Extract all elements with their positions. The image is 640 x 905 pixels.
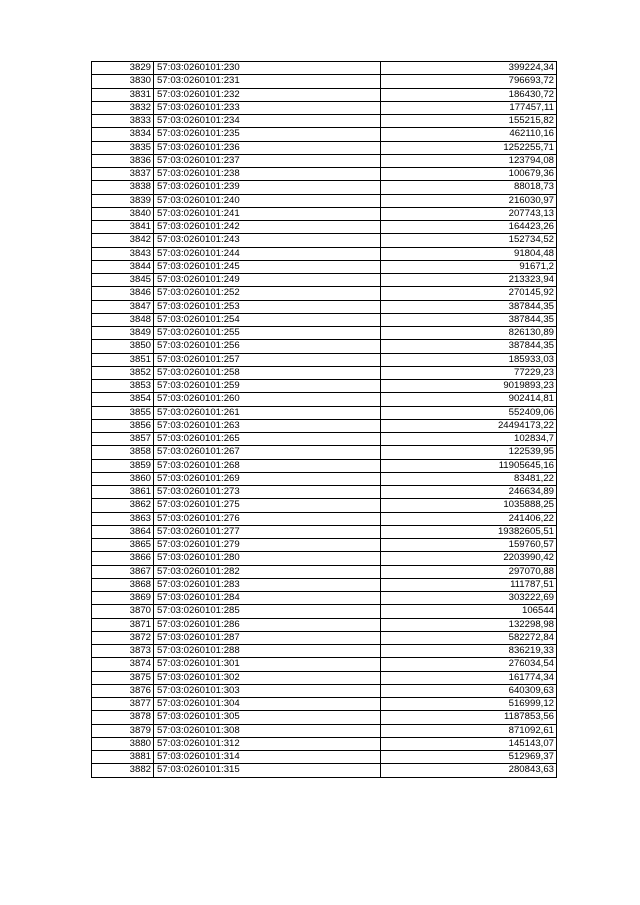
cadastral-number-cell: 57:03:0260101:242 (154, 221, 381, 234)
row-number-cell: 3831 (92, 88, 154, 101)
table-row (92, 486, 557, 499)
cadastral-number-cell: 57:03:0260101:282 (154, 565, 381, 578)
table-row (92, 353, 557, 366)
cadastral-number-cell: 57:03:0260101:240 (154, 194, 381, 207)
table-row (92, 247, 557, 260)
cadastral-value-cell: 216030,97 (381, 194, 557, 207)
table-row (92, 525, 557, 538)
cadastral-value-cell: 1035888,25 (381, 499, 557, 512)
table-row (92, 751, 557, 764)
table-row (92, 274, 557, 287)
table-row (92, 221, 557, 234)
table-row (92, 115, 557, 128)
row-number-cell: 3873 (92, 645, 154, 658)
cadastral-number-cell: 57:03:0260101:303 (154, 684, 381, 697)
table-row (92, 592, 557, 605)
cadastral-value-cell: 100679,36 (381, 168, 557, 181)
cadastral-value-cell: 902414,81 (381, 393, 557, 406)
cadastral-value-cell: 826130,89 (381, 327, 557, 340)
table-row (92, 605, 557, 618)
cadastral-value-cell: 582272,84 (381, 631, 557, 644)
table-row (92, 671, 557, 684)
cadastral-value-cell: 19382605,51 (381, 525, 557, 538)
cadastral-number-cell: 57:03:0260101:255 (154, 327, 381, 340)
table-row (92, 658, 557, 671)
row-number-cell: 3857 (92, 433, 154, 446)
table-row (92, 62, 557, 75)
cadastral-value-cell: 122539,95 (381, 446, 557, 459)
table-row (92, 75, 557, 88)
table-row (92, 154, 557, 167)
row-number-cell: 3877 (92, 698, 154, 711)
cadastral-value-cell: 2203990,42 (381, 552, 557, 565)
table-row (92, 419, 557, 432)
row-number-cell: 3845 (92, 274, 154, 287)
row-number-cell: 3842 (92, 234, 154, 247)
table-row (92, 764, 557, 777)
row-number-cell: 3853 (92, 380, 154, 393)
row-number-cell: 3859 (92, 459, 154, 472)
table-row (92, 260, 557, 273)
cadastral-value-cell: 213323,94 (381, 274, 557, 287)
table-row (92, 698, 557, 711)
row-number-cell: 3881 (92, 751, 154, 764)
cadastral-value-cell: 88018,73 (381, 181, 557, 194)
cadastral-number-cell: 57:03:0260101:261 (154, 406, 381, 419)
table-row (92, 724, 557, 737)
cadastral-value-cell: 132298,98 (381, 618, 557, 631)
cadastral-value-cell: 91804,48 (381, 247, 557, 260)
table-row (92, 141, 557, 154)
row-number-cell: 3846 (92, 287, 154, 300)
cadastral-value-cell: 270145,92 (381, 287, 557, 300)
cadastral-number-cell: 57:03:0260101:312 (154, 737, 381, 750)
row-number-cell: 3829 (92, 62, 154, 75)
table-row (92, 207, 557, 220)
table-row (92, 645, 557, 658)
cadastral-value-cell: 177457,11 (381, 101, 557, 114)
row-number-cell: 3838 (92, 181, 154, 194)
cadastral-value-cell: 241406,22 (381, 512, 557, 525)
cadastral-number-cell: 57:03:0260101:268 (154, 459, 381, 472)
cadastral-value-cell: 123794,08 (381, 154, 557, 167)
row-number-cell: 3874 (92, 658, 154, 671)
cadastral-value-cell: 77229,23 (381, 366, 557, 379)
table-row (92, 88, 557, 101)
cadastral-number-cell: 57:03:0260101:253 (154, 300, 381, 313)
cadastral-number-cell: 57:03:0260101:252 (154, 287, 381, 300)
row-number-cell: 3875 (92, 671, 154, 684)
row-number-cell: 3855 (92, 406, 154, 419)
table-row (92, 631, 557, 644)
cadastral-number-cell: 57:03:0260101:279 (154, 539, 381, 552)
table-row (92, 512, 557, 525)
table-row (92, 380, 557, 393)
row-number-cell: 3866 (92, 552, 154, 565)
table-row (92, 393, 557, 406)
cadastral-number-cell: 57:03:0260101:237 (154, 154, 381, 167)
cadastral-number-cell: 57:03:0260101:258 (154, 366, 381, 379)
cadastral-value-cell: 303222,69 (381, 592, 557, 605)
row-number-cell: 3869 (92, 592, 154, 605)
table-row (92, 168, 557, 181)
row-number-cell: 3848 (92, 313, 154, 326)
cadastral-number-cell: 57:03:0260101:236 (154, 141, 381, 154)
row-number-cell: 3864 (92, 525, 154, 538)
cadastral-number-cell: 57:03:0260101:241 (154, 207, 381, 220)
cadastral-number-cell: 57:03:0260101:265 (154, 433, 381, 446)
cadastral-number-cell: 57:03:0260101:275 (154, 499, 381, 512)
table-row (92, 194, 557, 207)
row-number-cell: 3879 (92, 724, 154, 737)
cadastral-value-cell: 516999,12 (381, 698, 557, 711)
cadastral-value-cell: 155215,82 (381, 115, 557, 128)
cadastral-number-cell: 57:03:0260101:302 (154, 671, 381, 684)
table-row (92, 565, 557, 578)
table-row (92, 737, 557, 750)
cadastral-number-cell: 57:03:0260101:276 (154, 512, 381, 525)
cadastral-number-cell: 57:03:0260101:256 (154, 340, 381, 353)
table-row (92, 433, 557, 446)
row-number-cell: 3851 (92, 353, 154, 366)
cadastral-number-cell: 57:03:0260101:259 (154, 380, 381, 393)
cadastral-value-cell: 246634,89 (381, 486, 557, 499)
table-row (92, 101, 557, 114)
cadastral-value-cell: 9019893,23 (381, 380, 557, 393)
row-number-cell: 3843 (92, 247, 154, 260)
row-number-cell: 3840 (92, 207, 154, 220)
row-number-cell: 3854 (92, 393, 154, 406)
cadastral-number-cell: 57:03:0260101:277 (154, 525, 381, 538)
row-number-cell: 3849 (92, 327, 154, 340)
cadastral-number-cell: 57:03:0260101:231 (154, 75, 381, 88)
cadastral-value-cell: 871092,61 (381, 724, 557, 737)
cadastral-value-cell: 512969,37 (381, 751, 557, 764)
cadastral-value-cell: 552409,06 (381, 406, 557, 419)
table-row (92, 234, 557, 247)
cadastral-number-cell: 57:03:0260101:234 (154, 115, 381, 128)
row-number-cell: 3852 (92, 366, 154, 379)
row-number-cell: 3830 (92, 75, 154, 88)
cadastral-number-cell: 57:03:0260101:315 (154, 764, 381, 777)
cadastral-number-cell: 57:03:0260101:232 (154, 88, 381, 101)
table-row (92, 711, 557, 724)
cadastral-number-cell: 57:03:0260101:245 (154, 260, 381, 273)
cadastral-number-cell: 57:03:0260101:273 (154, 486, 381, 499)
cadastral-value-cell: 297070,88 (381, 565, 557, 578)
table-row (92, 366, 557, 379)
cadastral-number-cell: 57:03:0260101:287 (154, 631, 381, 644)
row-number-cell: 3876 (92, 684, 154, 697)
cadastral-value-cell: 106544 (381, 605, 557, 618)
cadastral-value-cell: 185933,03 (381, 353, 557, 366)
cadastral-number-cell: 57:03:0260101:244 (154, 247, 381, 260)
row-number-cell: 3868 (92, 578, 154, 591)
cadastral-number-cell: 57:03:0260101:243 (154, 234, 381, 247)
table-row (92, 684, 557, 697)
cadastral-number-cell: 57:03:0260101:230 (154, 62, 381, 75)
cadastral-number-cell: 57:03:0260101:260 (154, 393, 381, 406)
table-row (92, 578, 557, 591)
cadastral-number-cell: 57:03:0260101:286 (154, 618, 381, 631)
table-row (92, 499, 557, 512)
table-row (92, 406, 557, 419)
table-row (92, 287, 557, 300)
cadastral-value-cell: 164423,26 (381, 221, 557, 234)
cadastral-value-cell: 399224,34 (381, 62, 557, 75)
cadastral-value-cell: 186430,72 (381, 88, 557, 101)
row-number-cell: 3867 (92, 565, 154, 578)
cadastral-value-cell: 276034,54 (381, 658, 557, 671)
row-number-cell: 3871 (92, 618, 154, 631)
row-number-cell: 3834 (92, 128, 154, 141)
row-number-cell: 3865 (92, 539, 154, 552)
cadastral-value-cell: 159760,57 (381, 539, 557, 552)
row-number-cell: 3847 (92, 300, 154, 313)
cadastral-number-cell: 57:03:0260101:257 (154, 353, 381, 366)
cadastral-number-cell: 57:03:0260101:308 (154, 724, 381, 737)
row-number-cell: 3862 (92, 499, 154, 512)
cadastral-value-cell: 111787,51 (381, 578, 557, 591)
row-number-cell: 3850 (92, 340, 154, 353)
cadastral-value-cell: 462110,16 (381, 128, 557, 141)
cadastral-number-cell: 57:03:0260101:285 (154, 605, 381, 618)
cadastral-number-cell: 57:03:0260101:239 (154, 181, 381, 194)
cadastral-number-cell: 57:03:0260101:301 (154, 658, 381, 671)
row-number-cell: 3863 (92, 512, 154, 525)
table-row (92, 539, 557, 552)
cadastral-value-cell: 207743,13 (381, 207, 557, 220)
table-row (92, 181, 557, 194)
cadastral-number-cell: 57:03:0260101:304 (154, 698, 381, 711)
table-row (92, 552, 557, 565)
table-row (92, 327, 557, 340)
cadastral-value-cell: 640309,63 (381, 684, 557, 697)
cadastral-value-cell: 387844,35 (381, 313, 557, 326)
table-body (92, 62, 557, 778)
table-row (92, 300, 557, 313)
cadastral-number-cell: 57:03:0260101:254 (154, 313, 381, 326)
cadastral-value-table (91, 61, 557, 778)
cadastral-value-cell: 387844,35 (381, 340, 557, 353)
cadastral-number-cell: 57:03:0260101:314 (154, 751, 381, 764)
cadastral-value-cell: 161774,34 (381, 671, 557, 684)
row-number-cell: 3860 (92, 472, 154, 485)
table-row (92, 128, 557, 141)
cadastral-number-cell: 57:03:0260101:267 (154, 446, 381, 459)
cadastral-value-cell: 836219,33 (381, 645, 557, 658)
row-number-cell: 3870 (92, 605, 154, 618)
row-number-cell: 3878 (92, 711, 154, 724)
row-number-cell: 3835 (92, 141, 154, 154)
cadastral-value-cell: 1252255,71 (381, 141, 557, 154)
table-row (92, 340, 557, 353)
cadastral-value-cell: 11905645,16 (381, 459, 557, 472)
cadastral-value-cell: 152734,52 (381, 234, 557, 247)
table-row (92, 459, 557, 472)
row-number-cell: 3832 (92, 101, 154, 114)
cadastral-number-cell: 57:03:0260101:305 (154, 711, 381, 724)
cadastral-number-cell: 57:03:0260101:280 (154, 552, 381, 565)
row-number-cell: 3836 (92, 154, 154, 167)
table-row (92, 446, 557, 459)
table-row (92, 472, 557, 485)
row-number-cell: 3833 (92, 115, 154, 128)
row-number-cell: 3882 (92, 764, 154, 777)
cadastral-number-cell: 57:03:0260101:269 (154, 472, 381, 485)
row-number-cell: 3837 (92, 168, 154, 181)
cadastral-number-cell: 57:03:0260101:238 (154, 168, 381, 181)
cadastral-value-cell: 1187853,56 (381, 711, 557, 724)
row-number-cell: 3880 (92, 737, 154, 750)
cadastral-number-cell: 57:03:0260101:288 (154, 645, 381, 658)
cadastral-number-cell: 57:03:0260101:249 (154, 274, 381, 287)
cadastral-value-cell: 145143,07 (381, 737, 557, 750)
cadastral-number-cell: 57:03:0260101:263 (154, 419, 381, 432)
cadastral-value-cell: 91671,2 (381, 260, 557, 273)
cadastral-number-cell: 57:03:0260101:284 (154, 592, 381, 605)
cadastral-value-cell: 24494173,22 (381, 419, 557, 432)
row-number-cell: 3844 (92, 260, 154, 273)
cadastral-value-cell: 83481,22 (381, 472, 557, 485)
row-number-cell: 3872 (92, 631, 154, 644)
cadastral-value-cell: 387844,35 (381, 300, 557, 313)
cadastral-value-cell: 796693,72 (381, 75, 557, 88)
cadastral-value-cell: 280843,63 (381, 764, 557, 777)
row-number-cell: 3858 (92, 446, 154, 459)
row-number-cell: 3841 (92, 221, 154, 234)
cadastral-number-cell: 57:03:0260101:235 (154, 128, 381, 141)
row-number-cell: 3861 (92, 486, 154, 499)
cadastral-number-cell: 57:03:0260101:233 (154, 101, 381, 114)
row-number-cell: 3839 (92, 194, 154, 207)
row-number-cell: 3856 (92, 419, 154, 432)
cadastral-number-cell: 57:03:0260101:283 (154, 578, 381, 591)
table-row (92, 313, 557, 326)
table-row (92, 618, 557, 631)
cadastral-value-cell: 102834,7 (381, 433, 557, 446)
